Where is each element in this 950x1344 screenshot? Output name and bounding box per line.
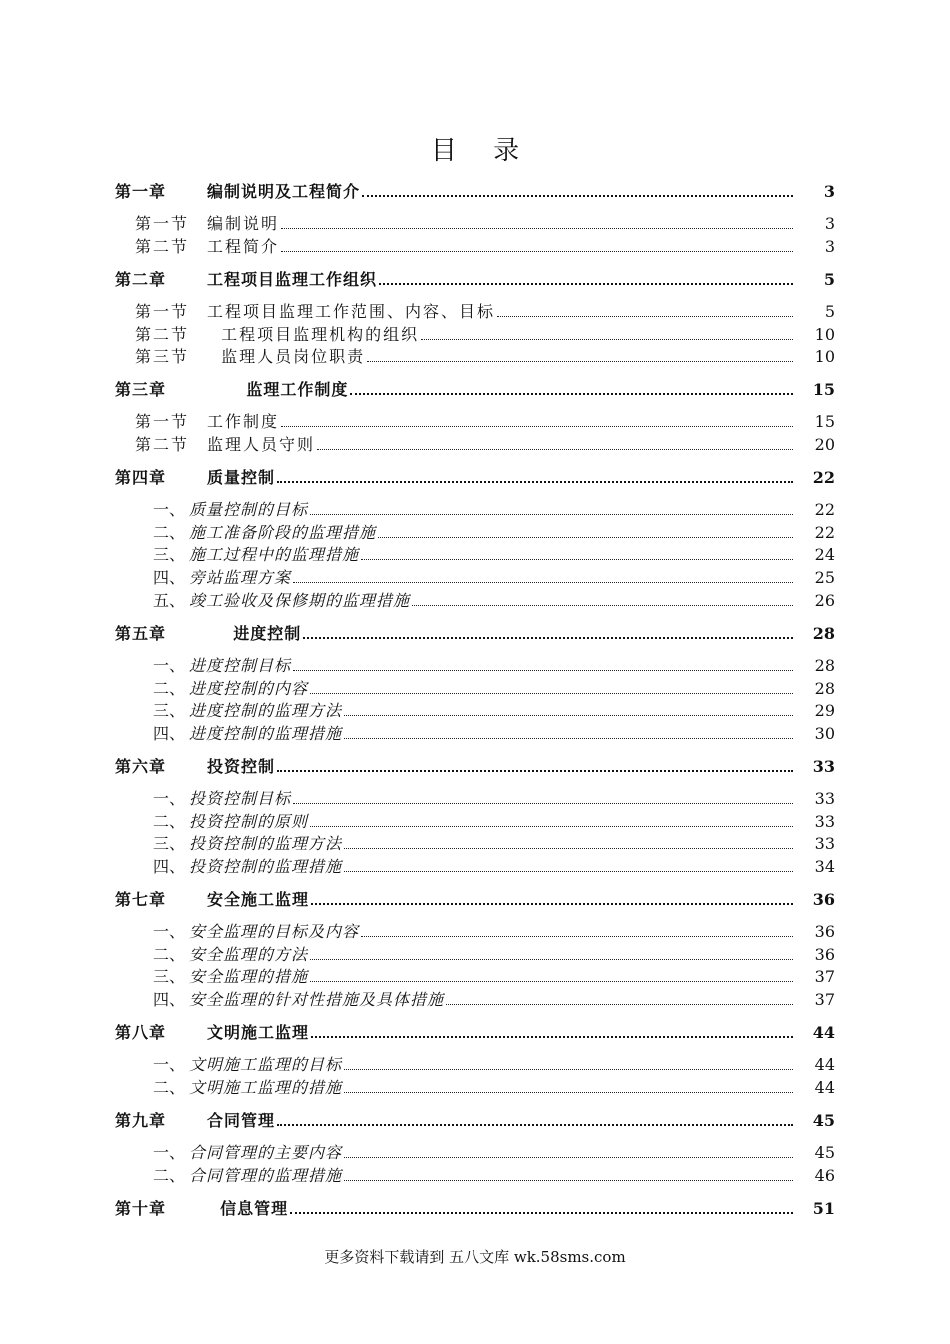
toc-entry-prefix: 三、 — [153, 701, 186, 720]
dot-leader — [361, 558, 793, 560]
toc-entry-prefix: 第七章 — [115, 890, 167, 909]
toc-entry-prefix: 四、 — [153, 724, 186, 743]
toc-entry-page-number: 45 — [812, 1111, 835, 1130]
toc-entry-prefix: 一、 — [153, 789, 186, 808]
toc-entry-title: 施工过程中的监理措施 — [189, 545, 360, 564]
dot-leader — [293, 669, 793, 671]
toc-entry-title: 监理人员岗位职责 — [207, 347, 366, 366]
toc-section-row[interactable] — [115, 323, 835, 345]
toc-section-row[interactable] — [115, 345, 835, 367]
toc-entry-title: 投资控制目标 — [189, 789, 292, 808]
toc-entry-page-number: 28 — [814, 679, 835, 698]
toc-entry-title: 质量控制 — [207, 468, 276, 487]
toc-entry-title: 文明施工监理的目标 — [189, 1055, 343, 1074]
toc-entry-page-number: 33 — [812, 757, 835, 776]
toc-item-row[interactable] — [115, 1164, 835, 1186]
toc-entry-page-number: 10 — [814, 325, 835, 344]
dot-leader — [293, 581, 793, 583]
toc-entry-page-number: 3 — [824, 237, 835, 256]
toc-chapter-row[interactable] — [115, 888, 835, 910]
toc-entry-prefix: 第三节 — [135, 347, 190, 366]
toc-chapter-row[interactable] — [115, 1021, 835, 1043]
toc-entry-prefix: 第一章 — [115, 182, 167, 201]
dot-leader — [367, 360, 793, 362]
toc-chapter-row[interactable] — [115, 622, 835, 644]
toc-entry-page-number: 44 — [812, 1023, 835, 1042]
toc-entry-page-number: 3 — [824, 214, 835, 233]
toc-entry-prefix: 第五章 — [115, 624, 167, 643]
toc-entry-title: 编制说明 — [207, 214, 280, 233]
toc-entry-page-number: 51 — [812, 1199, 835, 1218]
toc-entry-page-number: 28 — [812, 624, 835, 643]
toc-entry-page-number: 5 — [823, 270, 835, 289]
toc-entry-title: 合同管理的监理措施 — [189, 1166, 343, 1185]
toc-entry-title: 工程简介 — [207, 237, 280, 256]
dot-leader — [293, 802, 793, 804]
toc-entry-prefix: 一、 — [153, 500, 186, 519]
dot-leader — [311, 902, 793, 905]
toc-entry-prefix: 第三章 — [115, 380, 167, 399]
dot-leader — [344, 714, 793, 716]
toc-entry-prefix: 第四章 — [115, 468, 167, 487]
dot-leader — [412, 604, 793, 606]
toc-entry-page-number: 25 — [814, 568, 835, 587]
dot-leader — [310, 692, 793, 694]
toc-entry-page-number: 26 — [814, 591, 835, 610]
toc-chapter-row[interactable] — [115, 378, 835, 400]
toc-entry-title: 进度控制的内容 — [189, 679, 309, 698]
toc-entry-page-number: 24 — [814, 545, 835, 564]
toc-item-row[interactable] — [115, 832, 835, 854]
toc-entry-page-number: 36 — [812, 890, 835, 909]
toc-entry-title: 投资控制 — [207, 757, 276, 776]
toc-entry-title: 安全施工监理 — [207, 890, 310, 909]
toc-entry-title: 安全监理的措施 — [189, 967, 309, 986]
toc-section-row[interactable] — [115, 300, 835, 322]
toc-chapter-row[interactable] — [115, 1197, 835, 1219]
dot-leader — [344, 1068, 793, 1070]
dot-leader — [311, 1035, 793, 1038]
toc-entry-prefix: 第八章 — [115, 1023, 167, 1042]
toc-chapter-row[interactable] — [115, 268, 835, 290]
toc-item-row[interactable] — [115, 677, 835, 699]
toc-entry-title: 文明施工监理 — [207, 1023, 310, 1042]
toc-entry-prefix: 四、 — [153, 857, 186, 876]
toc-entry-page-number: 37 — [814, 990, 835, 1009]
toc-entry-title: 工程项目监理机构的组织 — [207, 325, 420, 344]
toc-entry-page-number: 45 — [814, 1143, 835, 1162]
dot-leader — [281, 425, 793, 427]
toc-item-row[interactable] — [115, 521, 835, 543]
toc-entry-title: 进度控制目标 — [189, 656, 292, 675]
toc-section-row[interactable] — [115, 433, 835, 455]
toc-entry-title: 合同管理的主要内容 — [189, 1143, 343, 1162]
toc-entry-prefix: 一、 — [153, 1143, 186, 1162]
toc-entry-prefix: 二、 — [153, 945, 186, 964]
toc-item-row[interactable] — [115, 543, 835, 565]
dot-leader — [277, 1123, 793, 1126]
toc-item-row[interactable] — [115, 589, 835, 611]
toc-entry-prefix: 二、 — [153, 1078, 186, 1097]
dot-leader — [277, 769, 793, 772]
toc-entry-page-number: 44 — [814, 1078, 835, 1097]
toc-entry-page-number: 33 — [814, 789, 835, 808]
toc-item-row[interactable] — [115, 787, 835, 809]
toc-entry-page-number: 3 — [823, 182, 835, 201]
toc-entry-prefix: 二、 — [153, 523, 186, 542]
toc-section-row[interactable] — [115, 410, 835, 432]
toc-entry-prefix: 二、 — [153, 812, 186, 831]
toc-entry-prefix: 第二章 — [115, 270, 167, 289]
toc-entry-page-number: 22 — [812, 468, 835, 487]
footer-text: 更多资料下载请到 五八文库 wk.58sms.com — [324, 1248, 626, 1266]
toc-item-row[interactable] — [115, 722, 835, 744]
dot-leader — [281, 250, 793, 252]
dot-leader — [303, 636, 793, 639]
toc-entry-title: 合同管理 — [207, 1111, 276, 1130]
toc-chapter-row[interactable] — [115, 755, 835, 777]
dot-leader — [378, 536, 793, 538]
toc-entry-page-number: 44 — [814, 1055, 835, 1074]
dot-leader — [379, 282, 793, 285]
toc-entry-page-number: 28 — [814, 656, 835, 675]
toc-entry-page-number: 20 — [814, 435, 835, 454]
toc-entry-prefix: 一、 — [153, 1055, 186, 1074]
toc-entry-title: 质量控制的目标 — [189, 500, 309, 519]
toc-section-row[interactable] — [115, 235, 835, 257]
toc-entry-prefix: 五、 — [153, 591, 186, 610]
dot-leader — [344, 1179, 793, 1181]
dot-leader — [310, 825, 793, 827]
dot-leader — [344, 1091, 793, 1093]
toc-entry-title: 编制说明及工程简介 — [207, 182, 361, 201]
dot-leader — [317, 448, 793, 450]
toc-item-row[interactable] — [115, 810, 835, 832]
toc-entry-prefix: 一、 — [153, 922, 186, 941]
toc-entry-prefix: 第十章 — [115, 1199, 167, 1218]
dot-leader — [310, 980, 793, 982]
toc-item-row[interactable] — [115, 1141, 835, 1163]
toc-entry-title: 工程项目监理工作组织 — [207, 270, 378, 289]
dot-leader — [361, 935, 793, 937]
toc-entry-prefix: 四、 — [153, 568, 186, 587]
toc-entry-title: 投资控制的监理措施 — [189, 857, 343, 876]
toc-entry-title: 竣工验收及保修期的监理措施 — [189, 591, 411, 610]
dot-leader — [344, 847, 793, 849]
toc-entry-page-number: 15 — [812, 380, 835, 399]
toc-item-row[interactable] — [115, 566, 835, 588]
toc-item-row[interactable] — [115, 988, 835, 1010]
toc-entry-page-number: 34 — [814, 857, 835, 876]
toc-item-row[interactable] — [115, 498, 835, 520]
toc-entry-page-number: 46 — [814, 1166, 835, 1185]
toc-entry-title: 安全监理的目标及内容 — [189, 922, 360, 941]
toc-entry-page-number: 22 — [814, 523, 835, 542]
toc-entry-page-number: 33 — [814, 812, 835, 831]
toc-entry-page-number: 22 — [814, 500, 835, 519]
toc-entry-title: 监理人员守则 — [207, 435, 316, 454]
toc-entry-title: 投资控制的原则 — [189, 812, 309, 831]
dot-leader — [290, 1211, 793, 1214]
toc-entry-prefix: 第一节 — [135, 214, 190, 233]
dot-leader — [310, 958, 793, 960]
toc-entry-prefix: 第九章 — [115, 1111, 167, 1130]
dot-leader — [497, 315, 793, 317]
toc-section-row[interactable] — [115, 212, 835, 234]
toc-entry-page-number: 37 — [814, 967, 835, 986]
toc-entry-prefix: 二、 — [153, 1166, 186, 1185]
dot-leader — [421, 338, 793, 340]
toc-chapter-row[interactable] — [115, 1109, 835, 1131]
toc-entry-prefix: 第二节 — [135, 435, 190, 454]
toc-entry-title: 监理工作制度 — [207, 380, 349, 399]
toc-entry-prefix: 三、 — [153, 967, 186, 986]
toc-entry-title: 安全监理的方法 — [189, 945, 309, 964]
toc-entry-prefix: 一、 — [153, 656, 186, 675]
toc-entry-page-number: 10 — [814, 347, 835, 366]
toc-entry-prefix: 二、 — [153, 679, 186, 698]
dot-leader — [344, 737, 793, 739]
toc-entry-title: 工程项目监理工作范围、内容、目标 — [207, 302, 496, 321]
toc-entry-title: 进度控制的监理措施 — [189, 724, 343, 743]
toc-entry-page-number: 36 — [814, 922, 835, 941]
toc-entry-prefix: 第六章 — [115, 757, 167, 776]
toc-item-row[interactable] — [115, 1053, 835, 1075]
toc-item-row[interactable] — [115, 699, 835, 721]
toc-entry-title: 旁站监理方案 — [189, 568, 292, 587]
toc-entry-prefix: 三、 — [153, 834, 186, 853]
toc-entry-page-number: 29 — [814, 701, 835, 720]
toc-item-row[interactable] — [115, 654, 835, 676]
toc-entry-page-number: 5 — [824, 302, 835, 321]
toc-entry-title: 进度控制 — [207, 624, 302, 643]
toc-entry-prefix: 第二节 — [135, 325, 190, 344]
toc-entry-prefix: 第一节 — [135, 412, 190, 431]
dot-leader — [362, 194, 793, 197]
dot-leader — [281, 227, 793, 229]
toc-entry-page-number: 15 — [814, 412, 835, 431]
toc-chapter-row[interactable] — [115, 180, 835, 202]
toc-entry-title: 投资控制的监理方法 — [189, 834, 343, 853]
toc-entry-title: 文明施工监理的措施 — [189, 1078, 343, 1097]
toc-entry-prefix: 四、 — [153, 990, 186, 1009]
toc-item-row[interactable] — [115, 943, 835, 965]
toc-item-row[interactable] — [115, 965, 835, 987]
dot-leader — [350, 392, 793, 395]
dot-leader — [277, 480, 793, 483]
toc-item-row[interactable] — [115, 855, 835, 877]
dot-leader — [310, 513, 793, 515]
dot-leader — [344, 1156, 793, 1158]
toc-entry-page-number: 36 — [814, 945, 835, 964]
toc-entry-prefix: 第一节 — [135, 302, 190, 321]
dot-leader — [344, 870, 793, 872]
page-title: 目 录 — [430, 136, 534, 166]
toc-entry-title: 安全监理的针对性措施及具体措施 — [189, 990, 445, 1009]
toc-entry-prefix: 三、 — [153, 545, 186, 564]
toc-entry-prefix: 第二节 — [135, 237, 190, 256]
toc-entry-page-number: 30 — [814, 724, 835, 743]
toc-item-row[interactable] — [115, 1076, 835, 1098]
toc-entry-title: 信息管理 — [207, 1199, 289, 1218]
toc-entry-page-number: 33 — [814, 834, 835, 853]
dot-leader — [446, 1003, 793, 1005]
toc-chapter-row[interactable] — [115, 466, 835, 488]
toc-item-row[interactable] — [115, 920, 835, 942]
toc-entry-title: 工作制度 — [207, 412, 280, 431]
toc-entry-title: 进度控制的监理方法 — [189, 701, 343, 720]
toc-entry-title: 施工准备阶段的监理措施 — [189, 523, 377, 542]
